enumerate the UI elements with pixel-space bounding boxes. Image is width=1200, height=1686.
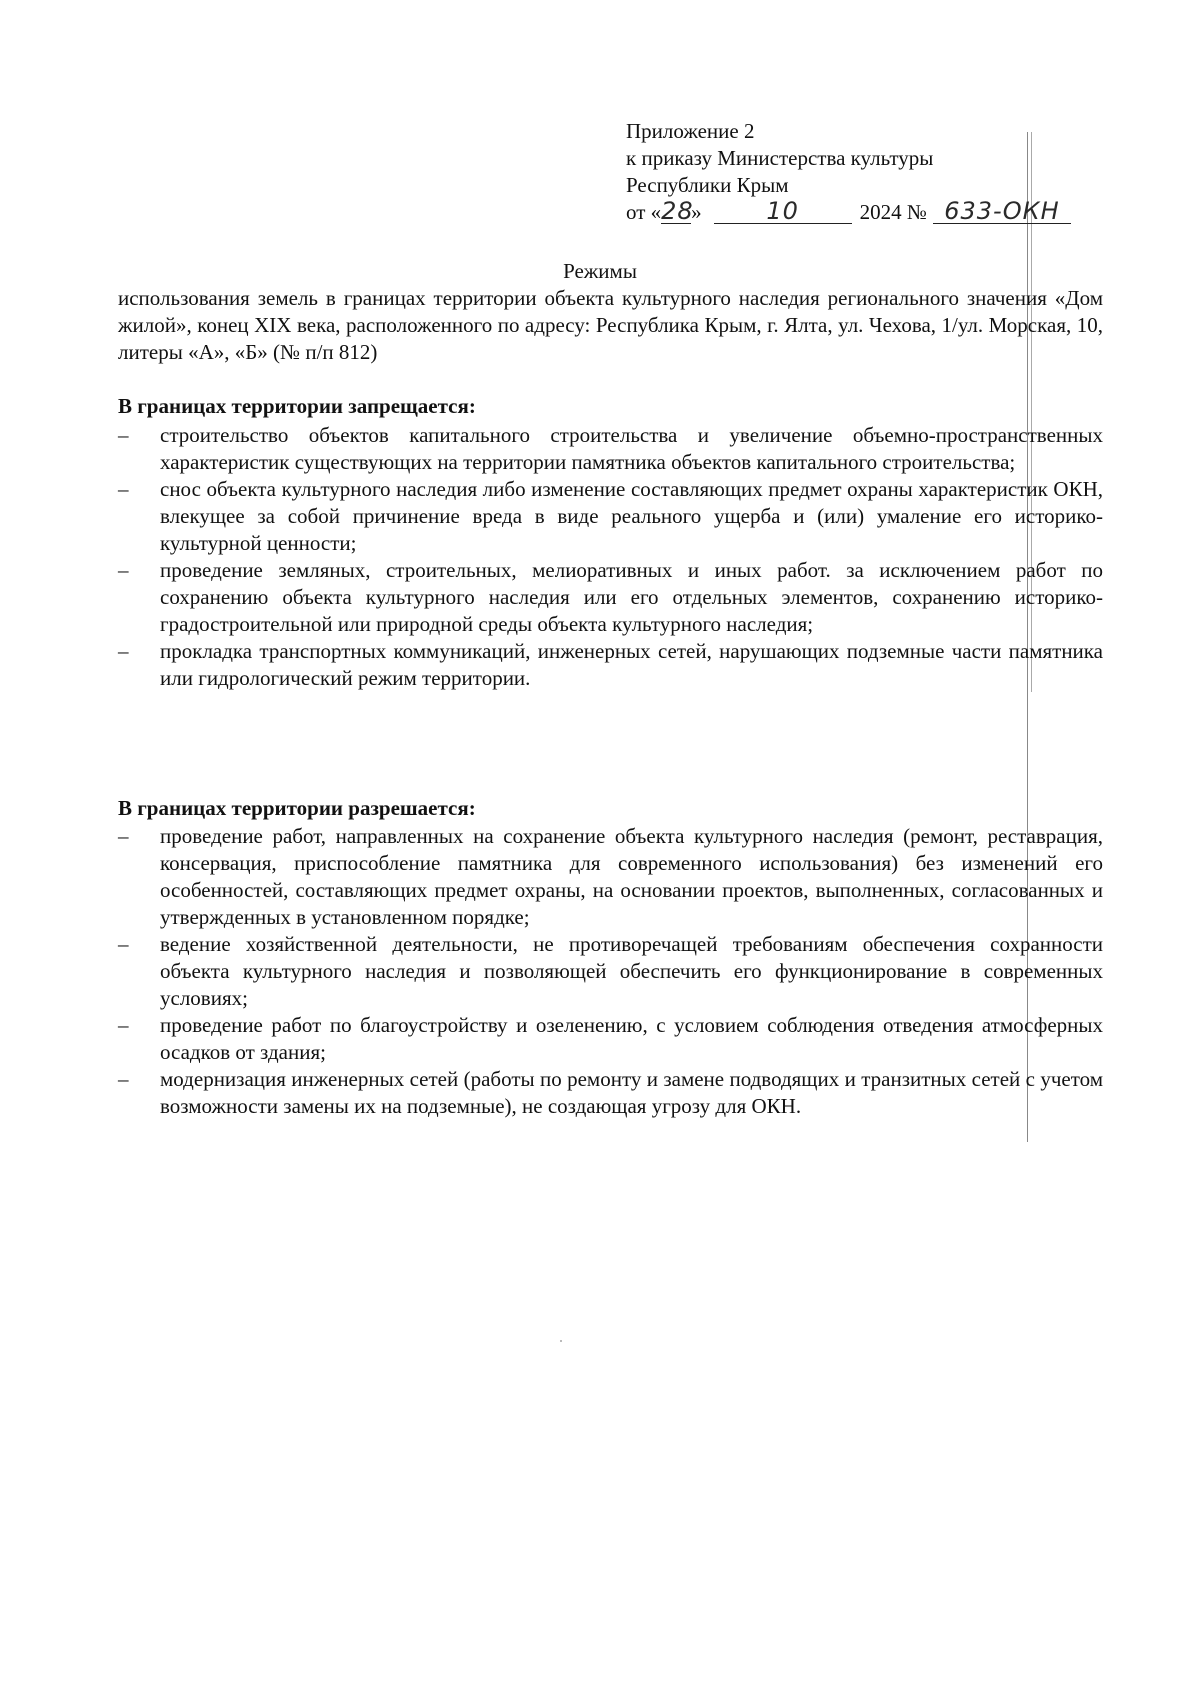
list-item (118, 476, 1103, 557)
list-item-text: снос объекта культурного наследия либо изменение составляющих предмет охраны характеристик ОКН, влекущее за собой причинение вреда в виде реального ущерба и (или) умаление его историко-культурной ценности; (160, 477, 1103, 555)
dash-bullet: – (118, 558, 129, 582)
list-item (118, 557, 1103, 638)
prohibited-heading: В границах территории запрещается: (118, 394, 476, 418)
list-item-text: ведение хозяйственной деятельности, не противоречащей требованиям обеспечения сохранности объекта культурного наследия и позволяющей обеспечить его функционирование в современных условиях; (160, 932, 1103, 1010)
order-date-quote: » (691, 200, 702, 224)
dash-bullet: – (118, 423, 129, 447)
dash-bullet: – (118, 1067, 129, 1091)
dash-bullet: – (118, 1013, 129, 1037)
document-title: Режимы (563, 259, 637, 283)
permitted-heading: В границах территории разрешается: (118, 796, 476, 820)
order-year: 2024 № (859, 200, 927, 224)
order-date-number-line (626, 199, 1106, 226)
dash-bullet: – (118, 477, 129, 501)
list-item (118, 931, 1103, 1012)
list-item-text: проведение земляных, строительных, мелиоративных и иных работ. за исключением работ по сохранению объекта культурного наследия или его отдельных элементов, сохранению историко-градостроительной или природной среды объекта культурного наследия; (160, 558, 1103, 636)
appendix-line: Приложение 2 (626, 119, 755, 143)
order-number-handwritten: 633-ОКН (933, 199, 1071, 224)
prohibited-list (118, 422, 1103, 692)
dash-bullet: – (118, 824, 129, 848)
scan-speck (560, 1340, 562, 1342)
permitted-list (118, 823, 1103, 1120)
list-item-text: модернизация инженерных сетей (работы по ремонту и замене подводящих и транзитных сетей с учетом возможности замены их на подземные), не создающая угрозу для ОКН. (160, 1067, 1103, 1118)
document-subtitle: использования земель в границах территории объекта культурного наследия регионального значения «Дом жилой», конец XIX века, расположенного по адресу: Республика Крым, г. Ялта, ул. Чехова, 1/ул. Морская, 10, литеры «А», «Б» (№ п/п 812) (118, 286, 1103, 364)
list-item-text: строительство объектов капитального строительства и увеличение объемно-пространственных характеристик существующих на территории памятника объектов капитального строительства; (160, 423, 1103, 474)
list-item (118, 422, 1103, 476)
dash-bullet: – (118, 932, 129, 956)
dash-bullet: – (118, 639, 129, 663)
list-item-text: прокладка транспортных коммуникаций, инженерных сетей, нарушающих подземные части памятника или гидрологический режим территории. (160, 639, 1103, 690)
list-item (118, 638, 1103, 692)
list-item (118, 1012, 1103, 1066)
list-item (118, 1066, 1103, 1120)
list-item-text: проведение работ по благоустройству и озеленению, с условием соблюдения отведения атмосферных осадков от здания; (160, 1013, 1103, 1064)
order-day-handwritten: 28 (661, 197, 694, 225)
order-date-prefix: от « (626, 200, 662, 224)
appendix-line: к приказу Министерства культуры (626, 146, 934, 170)
appendix-line: Республики Крым (626, 173, 789, 197)
list-item-text: проведение работ, направленных на сохранение объекта культурного наследия (ремонт, реставрация, консервация, приспособление памятника для современного использования) без изменений его особенностей, составляющих предмет охраны, на основании проектов, выполненных, согласованных и утвержденных в установленном порядке; (160, 824, 1103, 929)
order-month-handwritten: 10 (714, 199, 852, 224)
appendix-header (626, 118, 1106, 226)
list-item (118, 823, 1103, 931)
